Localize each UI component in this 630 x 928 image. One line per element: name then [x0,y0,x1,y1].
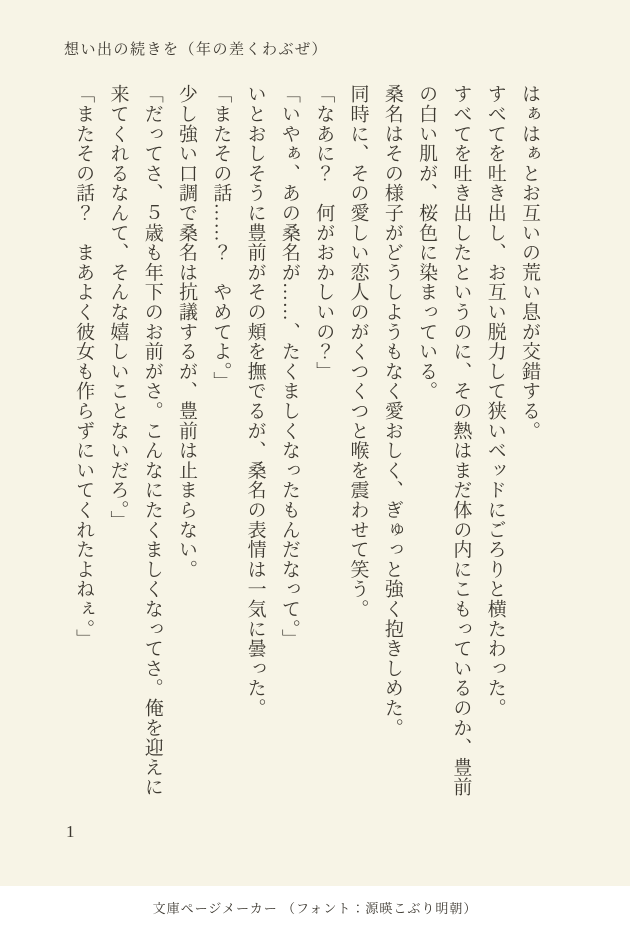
body-paragraph: いとおしそうに豊前がその頬を撫でるが、桑名の表情は一気に曇った。 [244,84,266,718]
body-paragraph: 同時に、その愛しい恋人のがくつくつと喉を震わせて笑う。 [347,84,369,619]
body-paragraph: 「いやぁ、あの桑名が……、たくましくなったもんだなって。」 [278,84,300,649]
body-paragraph: 「だってさ、５歳も年下のお前がさ。こんなにたくましくなってさ。俺を迎えに来てくれるなんて、そんな嬉しいことないだろ。」 [107,84,163,797]
vertical-body-text [66,84,546,800]
body-paragraph: 少し強い口調で桑名は抗議するが、豊前は止まらない。 [176,84,198,579]
body-paragraph: はぁはぁとお互いの荒い息が交錯する。 [519,84,540,441]
page-number: 1 [66,822,75,841]
body-paragraph: 「またその話……？ やめてよ。」 [210,84,232,392]
footer-bar [0,886,630,928]
body-paragraph: 「なあに？ 何がおかしいの？」 [313,84,335,381]
body-paragraph: 桑名はその様子がどうしようもなく愛おしく、ぎゅっと強く抱きしめた。 [381,84,403,738]
doc-title: 想い出の続きを（年の差くわぶぜ） [64,42,329,58]
body-paragraph: 「またその話？ まあよく彼女も作らずにいてくれたよねぇ。」 [73,84,95,649]
body-paragraph: すべてを吐き出したというのに、その熱はまだ体の内にこもっているのか、豊前の白い肌が、桜色に染まっている。 [416,84,472,797]
footer-credit: 文庫ページメーカー （フォント：源暎こぶり明朝） [152,900,478,916]
body-paragraph: すべてを吐き出し、お互い脱力して狭いベッドにごろりと横たわった。 [484,84,506,718]
